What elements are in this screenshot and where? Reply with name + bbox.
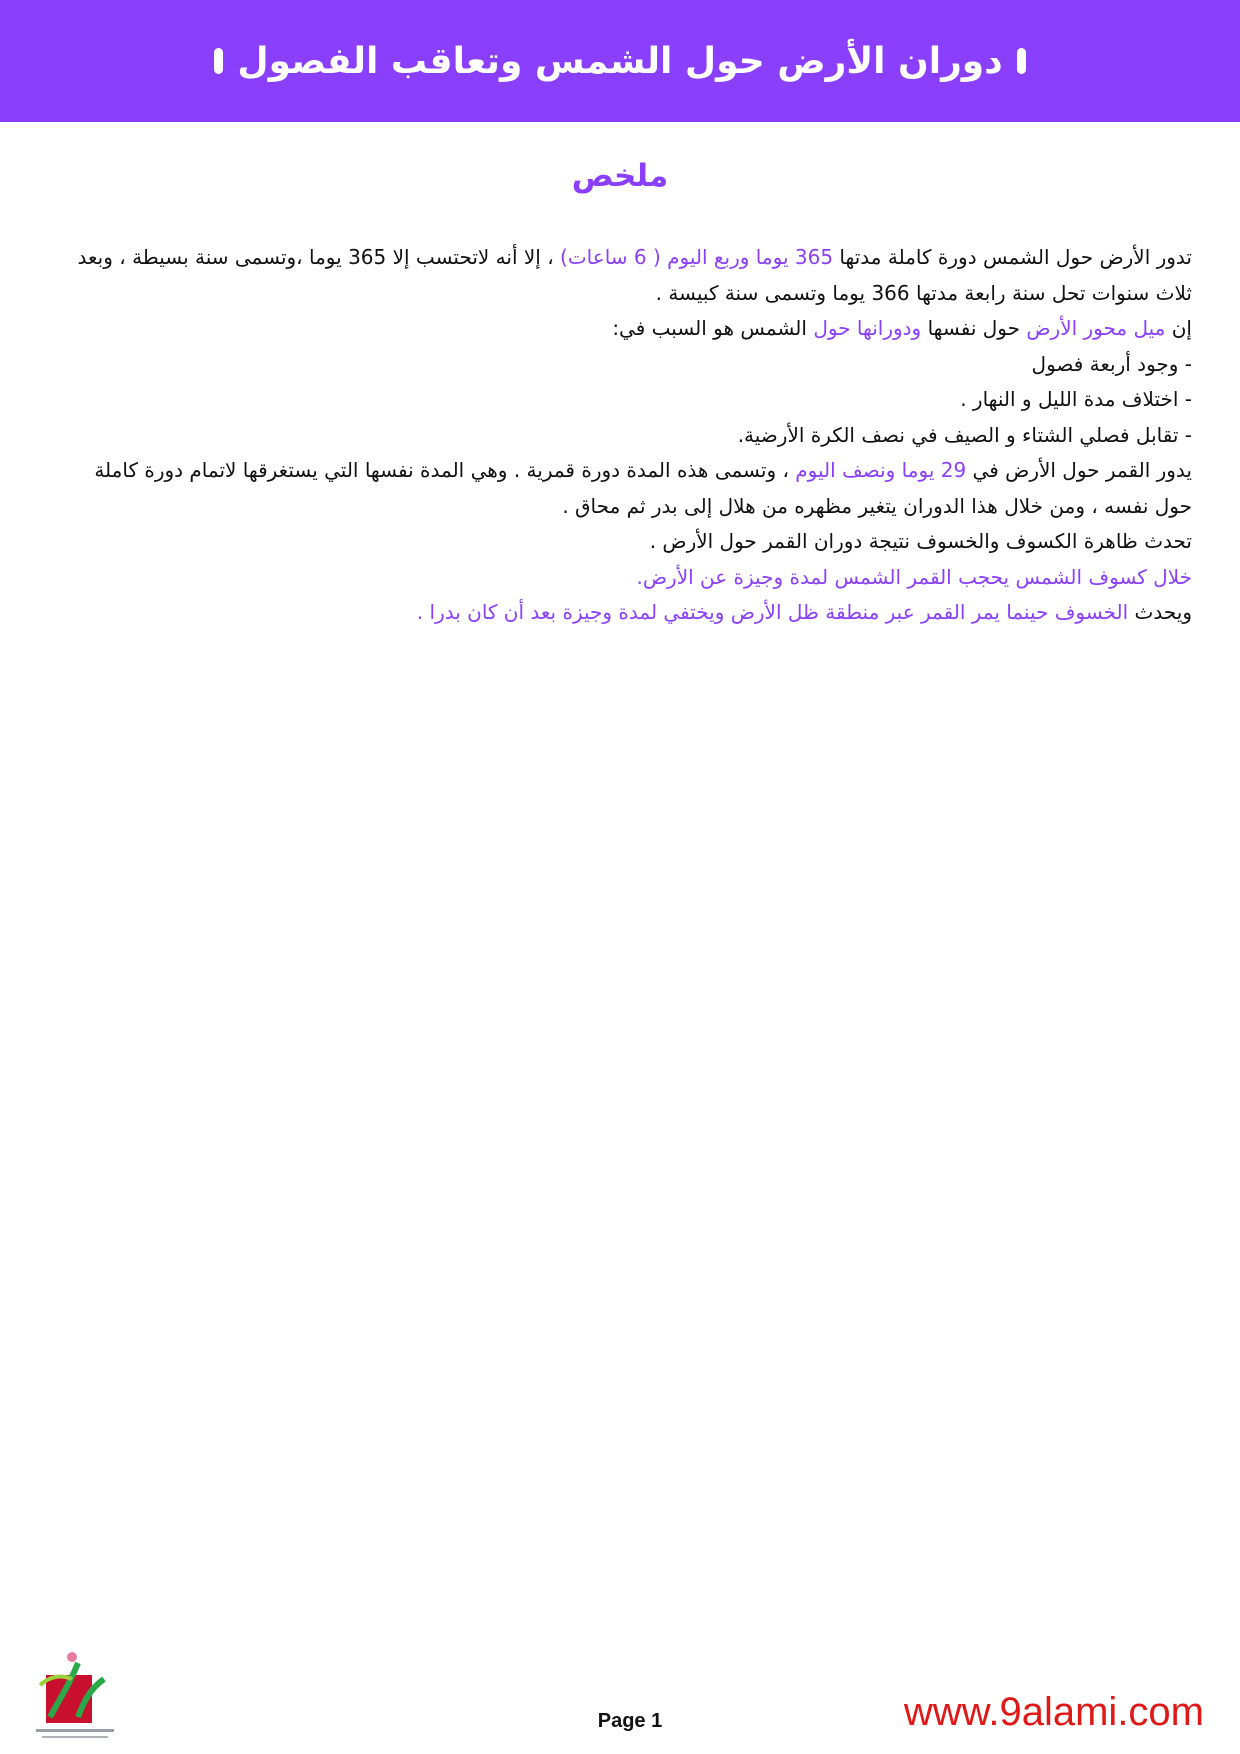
text-segment: الشمس هو السبب في: [612,316,814,340]
text-segment: إن [1165,316,1192,340]
bullet-item: - وجود أربعة فصول [1031,351,1192,376]
bracket-right-decoration [1017,48,1026,74]
header-banner [0,0,1240,122]
section-heading: ملخص [571,158,669,194]
bracket-left-decoration [214,48,223,74]
paragraph-earth-orbit [70,240,1192,311]
highlight-axis-tilt: ميل محور الأرض [1026,316,1166,340]
bullet-item: - اختلاف مدة الليل و النهار . [960,387,1192,411]
summary-content [70,240,1192,631]
bullet-item: - تقابل فصلي الشتاء و الصيف في نصف الكرة الأرضية. [737,422,1192,447]
paragraph-lunar-eclipse [70,595,1192,631]
paragraph-moon-orbit [70,453,1192,524]
paragraph-solar-eclipse: خلال كسوف الشمس يحجب القمر الشمس لمدة وجيزة عن الأرض. [636,564,1192,589]
page-title: دوران الأرض حول الشمس وتعاقب الفصول [237,40,1003,82]
page-number: Page 1 [597,1710,663,1732]
highlight-lunar-period: 29 يوما ونصف اليوم [795,458,967,482]
paragraph-eclipses: تحدث ظاهرة الكسوف والخسوف نتيجة دوران القمر حول الأرض . [649,529,1192,553]
academy-logo [32,1645,122,1745]
paragraph-seasons-cause [70,311,1192,347]
highlight-year-length: 365 يوما وربع اليوم ( 6 ساعات) [560,245,834,269]
highlight-revolution: ودورانها حول [813,316,922,340]
highlight-lunar-eclipse: الخسوف حينما يمر القمر عبر منطقة ظل الأرض ويختفي لمدة وجيزة بعد أن كان بدرا . [416,600,1129,624]
text-segment: ويحدث [1128,600,1192,624]
text-segment: ، إلا أنه لاتحتسب إلا 365 يوما ،وتسمى سنة بسيطة ، وبعد ثلاث سنوات تحل سنة رابعة مدتها 366 يوما وتسمى سنة كبيسة . [77,245,1192,305]
text-segment: ، وتسمى هذه المدة دورة قمرية . وهي المدة نفسها التي يستغرقها لاتمام دورة كاملة حول نفسه ، ومن خلال هذا الدوران يتغير مظهره من هلال إلى بدر ثم محاق . [94,458,1192,518]
text-segment: يدور القمر حول الأرض في [966,458,1192,482]
text-segment: تدور الأرض حول الشمس دورة كاملة مدتها [833,245,1192,269]
text-segment: حول نفسها [921,316,1027,340]
website-link[interactable]: www.9alami.com [903,1690,1204,1734]
